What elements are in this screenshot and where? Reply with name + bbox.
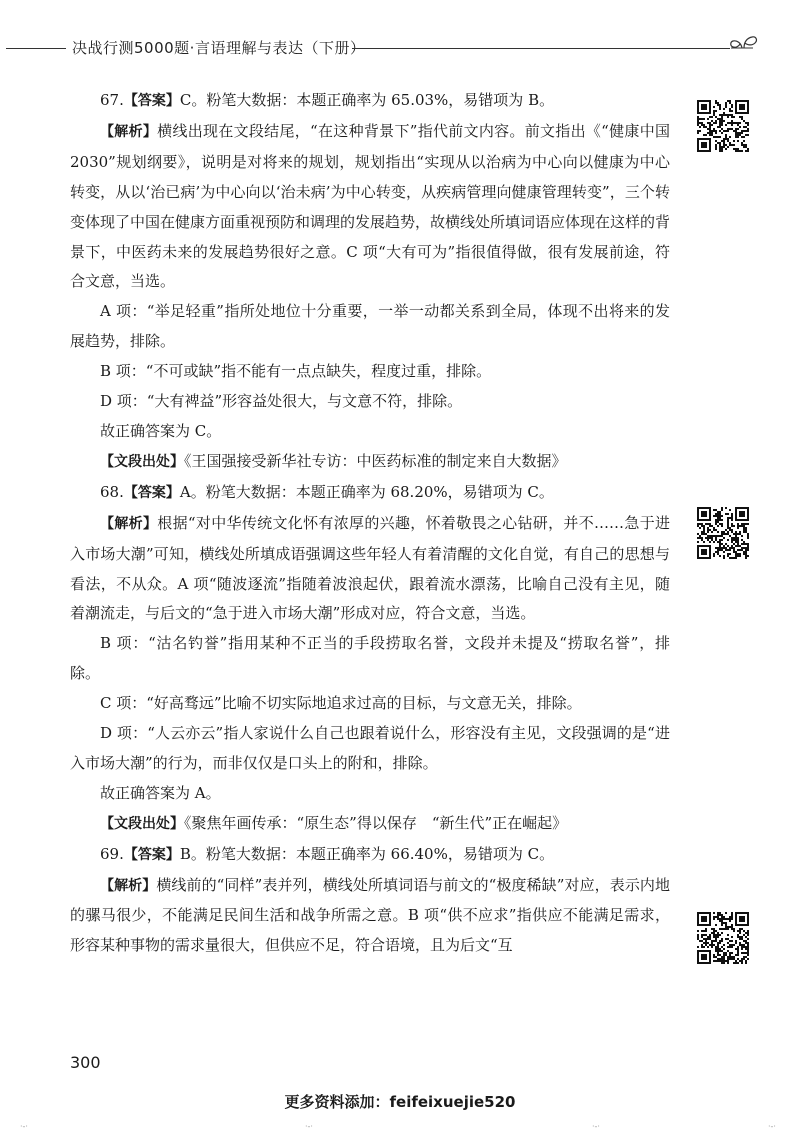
qr-code-icon: [697, 507, 749, 559]
qr-code-icon: [697, 100, 749, 152]
scan-speck: ·-·: [305, 1122, 313, 1131]
q69-answer: 69.【答案】B。粉笔大数据：本题正确率为 66.40%，易错项为 C。: [100, 844, 555, 863]
q67-option-b: B 项：“不可或缺”指不能有一点点缺失，程度过重，排除。: [100, 362, 492, 381]
q67-option-d: D 项：“大有裨益”形容益处很大，与文意不符，排除。: [100, 392, 463, 411]
qr-code-icon: [697, 912, 749, 964]
sprout-icon: [727, 34, 761, 60]
page-number: 300: [70, 1053, 101, 1072]
q67-final-answer: 故正确答案为 C。: [100, 421, 222, 440]
q67-option-a: A 项：“举足轻重”指所处地位十分重要，一举一动都关系到全局，体现不出将来的发展趋势，排除。: [70, 302, 670, 351]
header-rule-right: [352, 48, 730, 49]
footer-note: 更多资料添加：feifeixuejie520: [284, 1093, 516, 1111]
scan-speck: ·-·: [592, 1122, 600, 1131]
q68-option-c: C 项：“好高骛远”比喻不切实际地追求过高的目标，与文意无关，排除。: [100, 694, 582, 713]
header-rule-left: [6, 48, 66, 49]
q68-answer: 68.【答案】A。粉笔大数据：本题正确率为 68.20%，易错项为 C。: [100, 482, 554, 501]
q68-final-answer: 故正确答案为 A。: [100, 783, 221, 802]
q68-option-b: B 项：“沽名钓誉”指用某种不正当的手段捞取名誉，文段并未提及“捞取名誉”，排除。: [70, 634, 670, 683]
q69-analysis: 【解析】横线前的“同样”表并列，横线处所填词语与前文的“极度稀缺”对应，表示内地的骡马很少，不能满足民间生活和战争所需之意。B 项“供不应求”指供应不能满足需求，形容某种事物的需求量很大，但供应不足，符合语境，且为后文“互: [70, 875, 670, 955]
q67-answer: 67.【答案】C。粉笔大数据：本题正确率为 65.03%，易错项为 B。: [100, 91, 555, 109]
q68-analysis: 【解析】根据“对中华传统文化怀有浓厚的兴趣，怀着敬畏之心钻研，并不……急于进入市场大潮”可知，横线处所填成语强调这些年轻人有着清醒的文化自觉，有自己的思想与看法，不从众。A 项“随波逐流”指随着波浪起伏，跟着流水漂荡，比喻自己没有主见，随着潮流走，与后文的“急于进入市场大潮”形成对应，符合文意，当选。: [70, 513, 671, 623]
q68-option-d: D 项：“人云亦云”指人家说什么自己也跟着说什么，形容没有主见，文段强调的是“进入市场大潮”的行为，而非仅仅是口头上的附和，排除。: [70, 724, 670, 772]
book-title: 决战行测5000题·言语理解与表达（下册）: [72, 39, 366, 57]
scan-speck: ·-·: [768, 1122, 776, 1131]
q67-source: 【文段出处】《王国强接受新华社专访：中医药标准的制定来自大数据》: [100, 451, 567, 470]
answer-content: [70, 86, 670, 961]
scan-speck: ·-·: [20, 1122, 28, 1131]
q68-source: 【文段出处】《聚焦年画传承：“原生态”得以保存 “新生代”正在崛起》: [100, 813, 568, 832]
running-header: [0, 34, 800, 64]
q67-analysis: 【解析】横线出现在文段结尾，“在这种背景下”指代前文内容。前文指出《“健康中国 2030”规划纲要》，说明是对将来的规划，规划指出“实现从以治病为中心向以健康为中心转变，从以‘治已病’为中心向以‘治未病’为中心转变，从疾病管理向健康管理转变”，三个转变体现了中国在健康方面重视预防和调理的发展趋势，故横线处所填词语应体现在这样的背景下，中医药未来的发展趋势很好之意。C 项“大有可为”指很值得做，很有发展前途，符合文意，当选。: [70, 121, 671, 291]
